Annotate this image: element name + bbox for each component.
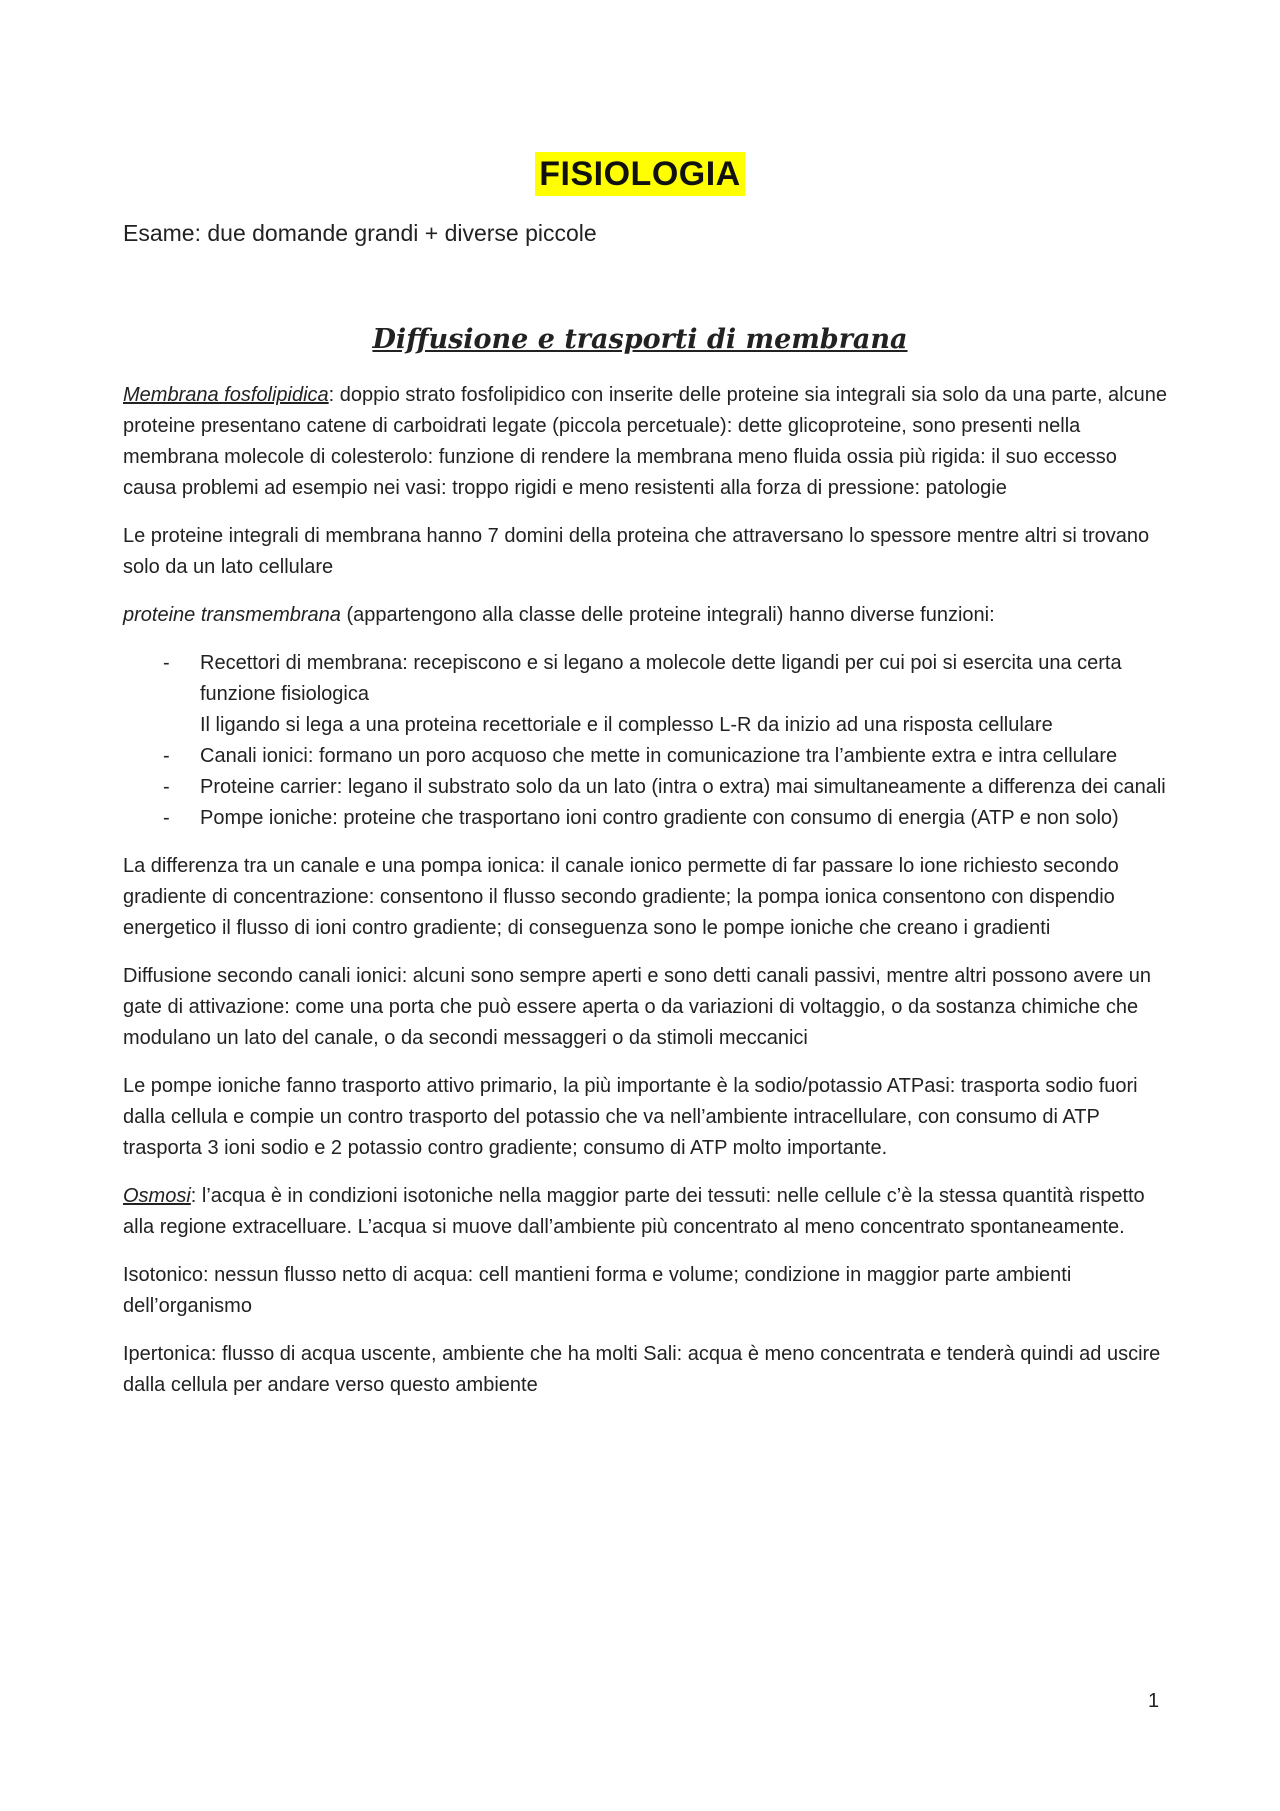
paragraph-isotonico: Isotonico: nessun flusso netto di acqua: cell mantieni forma e volume; condizione in maggior parte ambienti dell’organismo — [123, 1264, 1072, 1317]
paragraph-proteine-integrali: Le proteine integrali di membrana hanno 7 domini della proteina che attraversano lo spessore mentre altri si trovano solo da un lato cellulare — [123, 525, 1150, 578]
term-osmosi: Osmosi — [123, 1185, 191, 1207]
paragraph-pompe-ioniche: Le pompe ioniche fanno trasporto attivo primario, la più importante è la sodio/potassio ATPasi: trasporta sodio fuori dalla cellula e compie un contro trasporto del potassio che va nell’ambiente intracellulare, con consumo di ATP trasporta 3 ioni sodio e 2 potassio contro gradiente; consumo di ATP molto importante. — [123, 1075, 1138, 1159]
list-item — [123, 741, 1168, 772]
paragraph-text: : doppio strato fosfolipidico con inserite delle proteine sia integrali sia solo da una parte, alcune proteine presentano catene di carboidrati legate (piccola percetuale): dette glicoproteine, sono presenti nella membrana molecole di colesterolo: funzione di rendere la membrana meno fluida ossia più rigida: il suo eccesso causa problemi ad esempio nei vasi: troppo rigidi e meno resistenti alla forza di pressione: patologie — [123, 384, 1167, 499]
paragraph-diffusione-canali: Diffusione secondo canali ionici: alcuni sono sempre aperti e sono detti canali passivi, mentre altri possono avere un gate di attivazione: come una porta che può essere aperta o da variazioni di voltaggio, o da sostanza chimiche che modulano un lato del canale, o da secondi messaggeri o da stimoli meccanici — [123, 965, 1151, 1049]
section-heading: Diffusione e trasporti di membrana — [372, 324, 908, 355]
title-container — [0, 152, 1280, 196]
page-number: 1 — [1148, 1690, 1160, 1712]
dash-bullet: - — [163, 807, 170, 829]
term-membrana-fosfolipidica: Membrana fosfolipidica — [123, 384, 329, 406]
body-content — [123, 380, 1168, 1418]
functions-list — [123, 648, 1168, 834]
dash-bullet: - — [163, 652, 170, 674]
list-item — [123, 772, 1168, 803]
paragraph-osmosi — [123, 1181, 1168, 1243]
list-item — [123, 648, 1168, 710]
dash-bullet: - — [163, 776, 170, 798]
paragraph-transmembrana — [123, 600, 1168, 631]
section-heading-container — [0, 324, 1280, 355]
exam-note: Esame: due domande grandi + diverse piccole — [123, 220, 597, 246]
list-item-text: Recettori di membrana: recepiscono e si legano a molecole dette ligandi per cui poi si esercita una certa funzione fisiologica — [200, 652, 1122, 705]
term-proteine-transmembrana: proteine transmembrana — [123, 604, 341, 626]
list-item — [123, 803, 1168, 834]
paragraph-ipertonica: Ipertonica: flusso di acqua uscente, ambiente che ha molti Sali: acqua è meno concentrata e tenderà quindi ad uscire dalla cellula per andare verso questo ambiente — [123, 1343, 1161, 1396]
list-item-text: Proteine carrier: legano il substrato solo da un lato (intra o extra) mai simultaneamente a differenza dei canali — [200, 776, 1166, 798]
paragraph-membrana — [123, 380, 1168, 504]
paragraph-canale-vs-pompa: La differenza tra un canale e una pompa ionica: il canale ionico permette di far passare lo ione richiesto secondo gradiente di concentrazione: consentono il flusso secondo gradiente; la pompa ionica consentono con dispendio energetico il flusso di ioni contro gradiente; di conseguenza sono le pompe ioniche che creano i gradienti — [123, 855, 1119, 939]
list-item-text: Canali ionici: formano un poro acquoso che mette in comunicazione tra l’ambiente extra e intra cellulare — [200, 745, 1118, 767]
dash-bullet: - — [163, 745, 170, 767]
document-title: FISIOLOGIA — [535, 152, 744, 196]
paragraph-text: (appartengono alla classe delle proteine integrali) hanno diverse funzioni: — [340, 604, 995, 626]
list-sub-note: Il ligando si lega a una proteina recettoriale e il complesso L-R da inizio ad una risposta cellulare — [200, 714, 1053, 736]
paragraph-text: : l’acqua è in condizioni isotoniche nella maggior parte dei tessuti: nelle cellule c’è la stessa quantità rispetto alla regione extracelluare. L’acqua si muove dall’ambiente più concentrato al meno concentrato spontaneamente. — [123, 1185, 1145, 1238]
list-item-text: Pompe ioniche: proteine che trasportano ioni contro gradiente con consumo di energia (ATP e non solo) — [200, 807, 1119, 829]
